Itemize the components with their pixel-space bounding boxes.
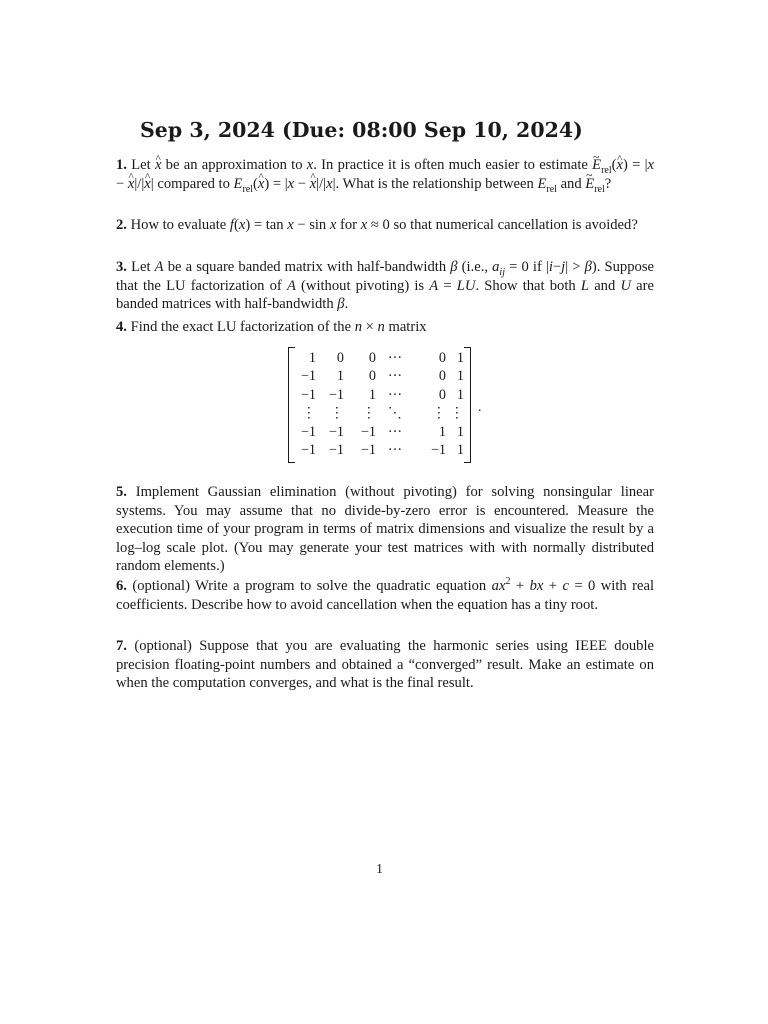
matrix-row: −1 −1 −1 ··· −1 1 — [300, 442, 464, 459]
matrix-period: . — [478, 400, 482, 415]
problem-6: 6. (optional) Write a program to solve the quadratic equation $ax^2$ + bx + c = 0 with real coefficients. Describe how to avoid cancellation when the equation has a tiny root. — [116, 576, 655, 613]
matrix-row: ⋮ ⋮ ⋮ ⋱ ⋮ ⋮ — [301, 405, 464, 422]
problem-5: 5. Implement Gaussian elimination (without pivoting) for solving nonsingular linear systems. You may assume that no divide-by-zero error is encountered. Measure the execution time of your program in terms of matrix dimensions and visualize the result by a log–log scale plot. (You may generate your test matrices with with normally distributed random elements.) — [116, 484, 654, 574]
matrix-row: 1 0 0 ··· 0 1 — [308, 349, 464, 366]
matrix-row: −1 −1 1 ··· 0 1 — [300, 386, 464, 403]
problem-4: 4. Find the exact LU factorization of the n × n matrix — [116, 319, 427, 335]
page-title: Sep 3, 2024 (Due: 08:00 Sep 10, 2024) — [140, 118, 583, 142]
problem-3: 3. Let A be a square banded matrix with half-bandwidth β (i.e., $a_{ij} = 0$ if |i−j| > β). Suppose that the LU factorization of A (without pivoting) is A = LU. Show that both L and U are banded matrices with half-bandwidth β. — [116, 259, 654, 312]
matrix-table — [294, 349, 464, 460]
page-number: 1 — [376, 862, 383, 877]
problem-number: 1. — [116, 157, 127, 173]
problem-7: 7. (optional) Suppose that you are evaluating the harmonic series using IEEE double precision floating-point numbers and obtained a “converged” result. Make an estimate on when the computation converges, and what is the final result. — [116, 638, 654, 691]
problem-2: 2. How to evaluate f(x) = tan x − sin x for x ≈ 0 so that numerical cancellation is avoided? — [116, 217, 638, 233]
problem-1: 1. Let ^ x be an approximation to x. In practice it is often much easier to estimate ~ $E_{rel}(\^{}$ x) = |x − ^ x|/|^ x| compared to $E_{rel}(\^{}$ x) = |x − ^ x|/|x|. What is the relationship between $E_{rel}$ and ~ $E_{rel}$? — [116, 156, 654, 201]
matrix-row: −1 1 0 ··· 0 1 — [300, 368, 464, 385]
right-bracket — [464, 347, 471, 463]
matrix-row: −1 −1 −1 ··· 1 1 — [300, 423, 464, 440]
matrix — [284, 345, 484, 463]
